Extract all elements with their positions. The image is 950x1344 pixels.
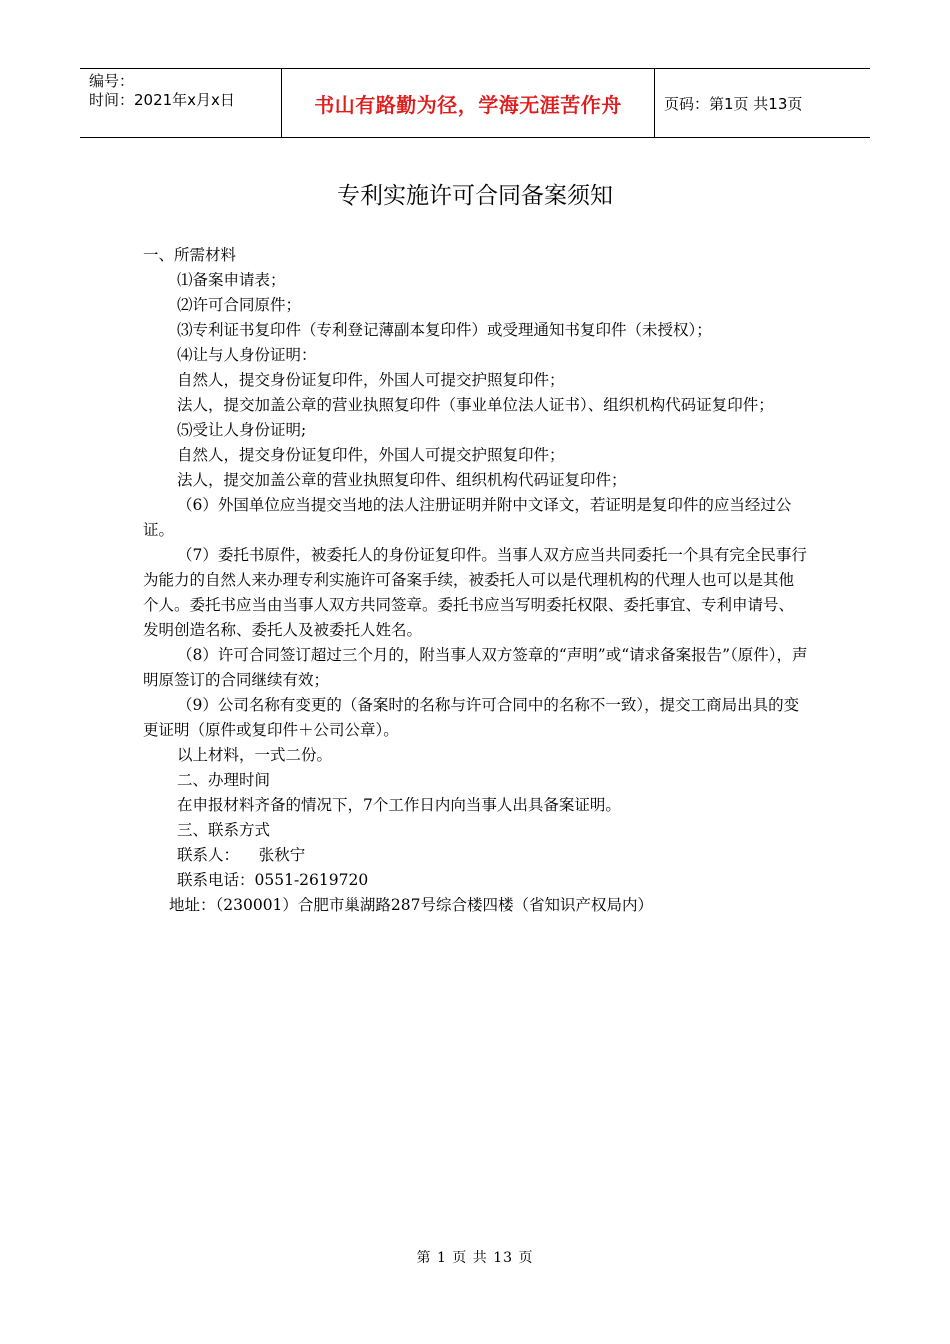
list-item: 法人，提交加盖公章的营业执照复印件（事业单位法人证书）、组织机构代码证复印件； [177, 396, 774, 414]
list-item: ⑵许可合同原件； [177, 296, 302, 314]
section-heading-materials: 一、所需材料 [143, 246, 237, 264]
contact-phone: 联系电话：0551-2619720 [177, 871, 369, 889]
page-footer: 第 1 页 共 13 页 [416, 1250, 534, 1266]
list-item: （6）外国单位应当提交当地的法人注册证明并附中文译文，若证明是复印件的应当经过公证。 [143, 496, 792, 539]
document-number-label: 编号： [89, 72, 135, 90]
contact-address: 地址：（230001）合肥市巢湖路287号综合楼四楼（省知识产权局内） [169, 896, 654, 914]
list-item: ⑷让与人身份证明： [177, 346, 317, 364]
header-table [80, 68, 870, 138]
list-item: （8）许可合同签订超过三个月的，附当事人双方签章的“声明”或“请求备案报告”（原件），声明原签订的合同继续有效； [143, 646, 808, 689]
list-item: （7）委托书原件，被委托人的身份证复印件。当事人双方应当共同委托一个具有完全民事行为能力的自然人来办理专利实施许可备案手续，被委托人可以是代理机构的代理人也可以是其他个人。委托书应当由当事人双方共同签章。委托书应当写明委托权限、委托事宜、专利申请号、发明创造名称、委托人及被委托人姓名。 [143, 546, 807, 639]
list-item: 自然人，提交身份证复印件，外国人可提交护照复印件； [177, 371, 565, 389]
paragraph: 在申报材料齐备的情况下，7个工作日内向当事人出具备案证明。 [177, 796, 621, 814]
list-item: ⑴备案申请表； [177, 271, 286, 289]
contact-person: 联系人： 张秋宁 [177, 846, 306, 864]
list-item: ⑸受让人身份证明; [177, 421, 307, 439]
header-page-info: 页码：第1页 共13页 [664, 94, 803, 113]
list-item: 自然人，提交身份证复印件，外国人可提交护照复印件； [177, 446, 565, 464]
list-item: 法人，提交加盖公章的营业执照复印件、组织机构代码证复印件； [177, 471, 627, 489]
section-heading-time: 二、办理时间 [177, 771, 271, 789]
header-meta-cell [80, 69, 282, 137]
document-title: 专利实施许可合同备案须知 [337, 183, 613, 209]
header-motto: 书山有路勤为径，学海无涯苦作舟 [282, 69, 655, 137]
document-time-label: 时间：2021年x月x日 [89, 91, 235, 109]
list-item: 以上材料，一式二份。 [177, 746, 333, 764]
document-body [143, 243, 808, 918]
section-heading-contact: 三、联系方式 [177, 821, 271, 839]
list-item: （9）公司名称有变更的（备案时的名称与许可合同中的名称不一致），提交工商局出具的变更证明（原件或复印件＋公司公章）。 [143, 696, 800, 739]
list-item: ⑶专利证书复印件（专利登记薄副本复印件）或受理通知书复印件（未授权）； [177, 321, 712, 339]
